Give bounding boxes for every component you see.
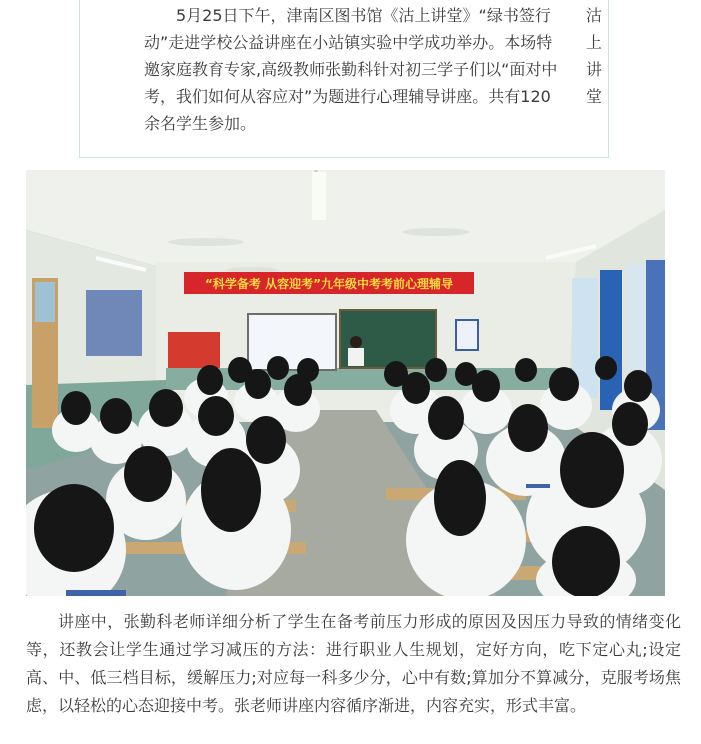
intro-paragraph: 5月25日下午，津南区图书馆《沽上讲堂》“绿书签行动”走进学校公益讲座在小站镇实验中学成功举办。本场特邀家庭教育专家,高级教师张勤科针对初三学子们以“面对中考，我们如何从容应对”为题进行心理辅导讲座。共有120余名学生参加。 — [144, 6, 558, 133]
vertical-column-label — [584, 2, 604, 110]
body-paragraph: 讲座中，张勤科老师详细分析了学生在备考前压力形成的原因及因压力导致的情绪变化等，还教会让学生通过学习减压的方法：进行职业人生规划，定好方向，吃下定心丸;设定高、中、低三档目标，缓解压力;对应每一科多少分，心中有数;算加分不算减分，克服考场焦虑，以轻松的心态迎接中考。张老师讲座内容循序渐进，内容充实，形式丰富。 — [26, 612, 681, 715]
vertical-label-char: 讲 — [585, 60, 602, 79]
vertical-label-char: 沽 — [585, 6, 602, 25]
lecture-classroom-photo — [26, 170, 665, 596]
classroom-banner-text: “科学备考 从容迎考”九年级中考考前心理辅导 — [205, 277, 453, 291]
intro-quote-box — [79, 0, 609, 158]
classroom-illustration — [26, 170, 665, 596]
vertical-label-char: 上 — [585, 33, 602, 52]
vertical-label-char: 堂 — [585, 87, 602, 106]
